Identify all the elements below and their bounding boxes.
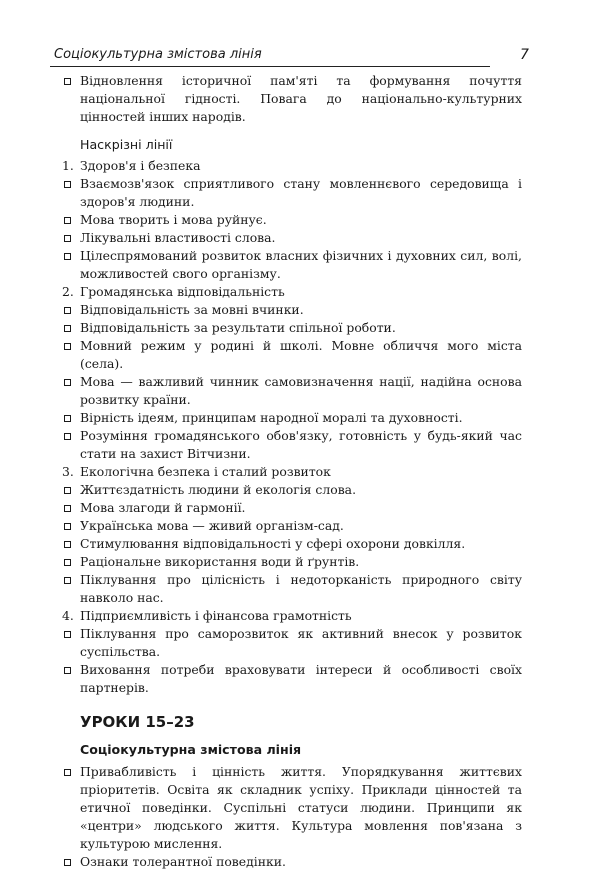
square-bullet-icon	[64, 523, 71, 530]
list-item: Мовний режим у родині й школі. Мовне обличчя мого міста (села).	[62, 337, 522, 373]
square-bullet-icon	[64, 769, 71, 776]
section-heading: Наскрізні лінії	[80, 137, 173, 152]
list-item: Відповідальність за мовні вчинки.	[62, 301, 522, 319]
square-bullet-icon	[64, 307, 71, 314]
running-header-title: Соціокультурна змістова лінія	[54, 47, 262, 62]
square-bullet-icon	[64, 343, 71, 350]
square-bullet-icon	[64, 667, 71, 674]
square-bullet-icon	[64, 253, 71, 260]
list-item: Життєздатність людини й екологія слова.	[62, 481, 522, 499]
running-header	[50, 44, 529, 67]
square-bullet-icon	[64, 577, 71, 584]
square-bullet-icon	[64, 325, 71, 332]
list-item: Розуміння громадянського обов'язку, готовність у будь-який час стати на захист Вітчизни.	[62, 427, 522, 463]
list-item: Цілеспрямований розвиток власних фізичних і духовних сил, волі, можливостей свого організму.	[62, 247, 522, 283]
list-item: Мова творить і мова руйнує.	[62, 211, 522, 229]
numbered-heading: 4. Підприємливість і фінансова грамотність	[62, 608, 352, 623]
square-bullet-icon	[64, 235, 71, 242]
list-item: Відповідальність за результати спільної роботи.	[62, 319, 522, 337]
list-item: Раціональне використання води й ґрунтів.	[62, 553, 522, 571]
list-item: Стимулювання відповідальності у сфері охорони довкілля.	[62, 535, 522, 553]
square-bullet-icon	[64, 541, 71, 548]
square-bullet-icon	[64, 78, 71, 85]
list-item: Піклування про цілісність і недоторканість природного світу навколо нас.	[62, 571, 522, 607]
numbered-heading: 1. Здоров'я і безпека	[62, 158, 201, 173]
square-bullet-icon	[64, 433, 71, 440]
list-item: Піклування про саморозвиток як активний внесок у розвиток суспільства.	[62, 625, 522, 661]
square-bullet-icon	[64, 181, 71, 188]
square-bullet-icon	[64, 379, 71, 386]
list-item: Мова злагоди й гармонії.	[62, 499, 522, 517]
list-item: Вірність ідеям, принципам народної моралі та духовності.	[62, 409, 522, 427]
numbered-heading: 2. Громадянська відповідальність	[62, 284, 285, 299]
list-item: Українська мова — живий організм-сад.	[62, 517, 522, 535]
square-bullet-icon	[64, 487, 71, 494]
square-bullet-icon	[64, 859, 71, 866]
list-item: Виховання потреби враховувати інтереси й особливості своїх партнерів.	[62, 661, 522, 697]
list-item: Мова — важливий чинник самовизначення нації, надійна основа розвитку країни.	[62, 373, 522, 409]
lessons-heading: УРОКИ 15–23	[80, 713, 195, 731]
page-number: 7	[520, 47, 529, 63]
square-bullet-icon	[64, 217, 71, 224]
list-item: Взаємозв'язок сприятливого стану мовленнєвого середовища і здоров'я людини.	[62, 175, 522, 211]
square-bullet-icon	[64, 505, 71, 512]
lessons-subheading: Соціокультурна змістова лінія	[80, 742, 302, 757]
square-bullet-icon	[64, 559, 71, 566]
page-body	[62, 72, 522, 871]
list-item: Відновлення історичної пам'яті та формування почуття національної гідності. Повага до національно-культурних цінностей інших народів.	[62, 72, 522, 126]
list-item: Ознаки толерантної поведінки.	[62, 853, 522, 871]
numbered-heading: 3. Екологічна безпека і сталий розвиток	[62, 464, 331, 479]
list-item: Привабливість і цінність життя. Упорядкування життєвих пріоритетів. Освіта як складник успіху. Приклади цінностей та етичної поведінки. Суспільні статуси людини. Принципи як «центри» людського життя. Культура мовлення пов'язана з культурою мислення.	[62, 763, 522, 853]
square-bullet-icon	[64, 415, 71, 422]
square-bullet-icon	[64, 631, 71, 638]
list-item: Лікувальні властивості слова.	[62, 229, 522, 247]
